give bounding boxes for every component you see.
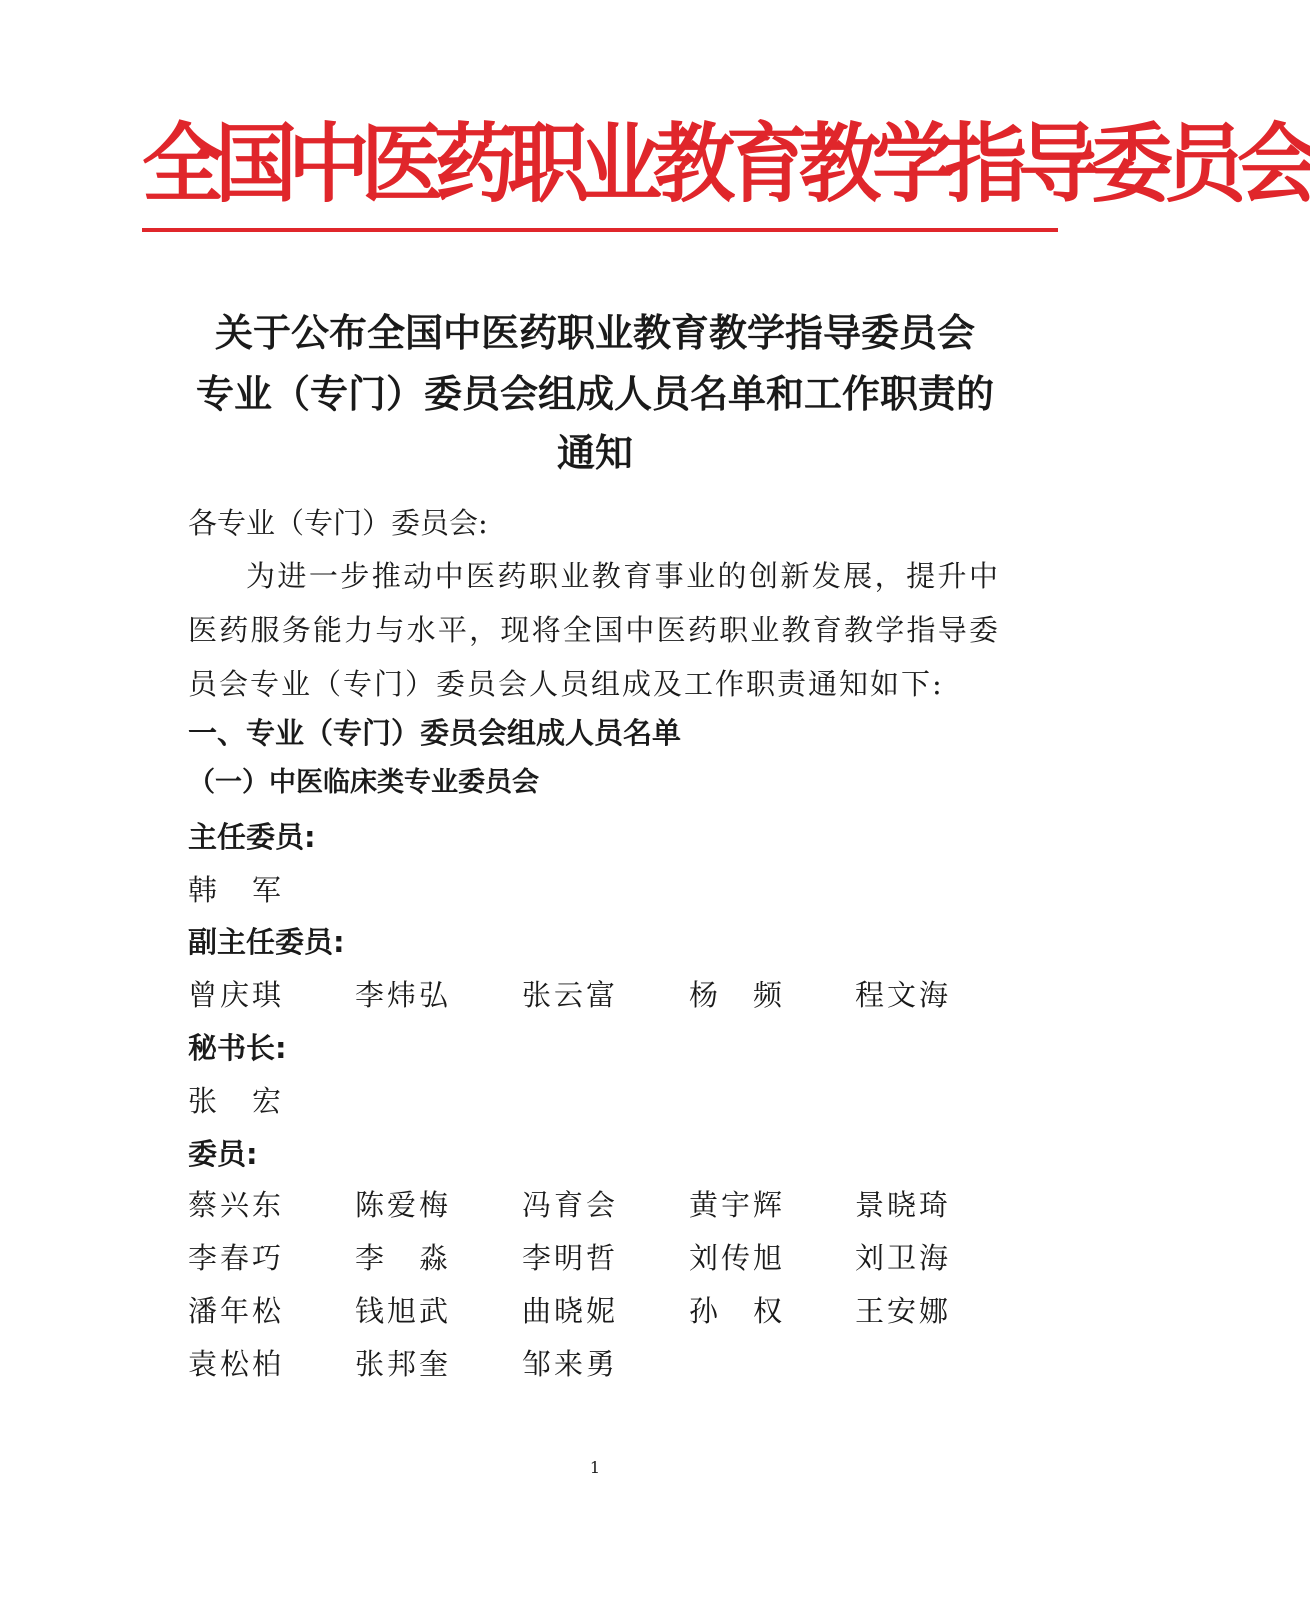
- member-name: 刘卫海: [855, 1241, 952, 1275]
- member-name: 陈爱梅: [355, 1188, 452, 1222]
- member-name: 蔡兴东: [188, 1188, 285, 1222]
- document-title-line-1: 关于公布全国中医药职业教育教学指导委员会: [214, 311, 975, 355]
- member-name: 李明哲: [522, 1241, 619, 1275]
- members-label: 委员:: [188, 1137, 258, 1171]
- director-label: 主任委员:: [188, 820, 316, 854]
- member-name: 李春巧: [188, 1241, 285, 1275]
- member-name: 曲晓妮: [522, 1294, 619, 1328]
- intro-paragraph: 为进一步推动中医药职业教育事业的创新发展，提升中医药服务能力与水平，现将全国中医药职业教育教学指导委员会专业（专门）委员会人员组成及工作职责通知如下:: [188, 559, 1000, 701]
- document-title-line-2: 专业（专门）委员会组成人员名单和工作职责的: [195, 372, 994, 416]
- salutation: 各专业（专门）委员会:: [188, 506, 488, 540]
- letterhead-red-rule: [142, 228, 1058, 232]
- member-name: 孙 权: [689, 1294, 786, 1328]
- member-name: 钱旭武: [355, 1294, 452, 1328]
- deputy-label: 副主任委员:: [188, 925, 345, 959]
- subsection-heading: （一）中医临床类专业委员会: [188, 767, 539, 798]
- deputy-name: 张云富: [522, 978, 619, 1012]
- page-number: 1: [589, 1458, 601, 1477]
- member-name: 邹来勇: [522, 1347, 619, 1381]
- member-name: 刘传旭: [689, 1241, 786, 1275]
- member-name: 王安娜: [855, 1294, 952, 1328]
- director-name: 韩 军: [188, 873, 285, 907]
- section-heading: 一、专业（专门）委员会组成人员名单: [188, 716, 682, 750]
- deputy-name: 程文海: [855, 978, 952, 1012]
- letterhead-org-name: 全国中医药职业教育教学指导委员会: [142, 114, 1310, 215]
- member-name: 张邦奎: [355, 1347, 452, 1381]
- member-name: 黄宇辉: [689, 1188, 786, 1222]
- member-name: 潘年松: [188, 1294, 285, 1328]
- member-name: 李 淼: [355, 1241, 452, 1275]
- deputy-name: 杨 频: [689, 978, 786, 1012]
- member-name: 袁松柏: [188, 1347, 285, 1381]
- secretary-label: 秘书长:: [188, 1031, 287, 1065]
- deputy-name: 曾庆琪: [188, 978, 285, 1012]
- member-name: 冯育会: [522, 1188, 619, 1222]
- document-title-line-3: 通知: [556, 431, 633, 475]
- deputy-name: 李炜弘: [355, 978, 452, 1012]
- secretary-name: 张 宏: [188, 1084, 285, 1118]
- member-name: 景晓琦: [855, 1188, 952, 1222]
